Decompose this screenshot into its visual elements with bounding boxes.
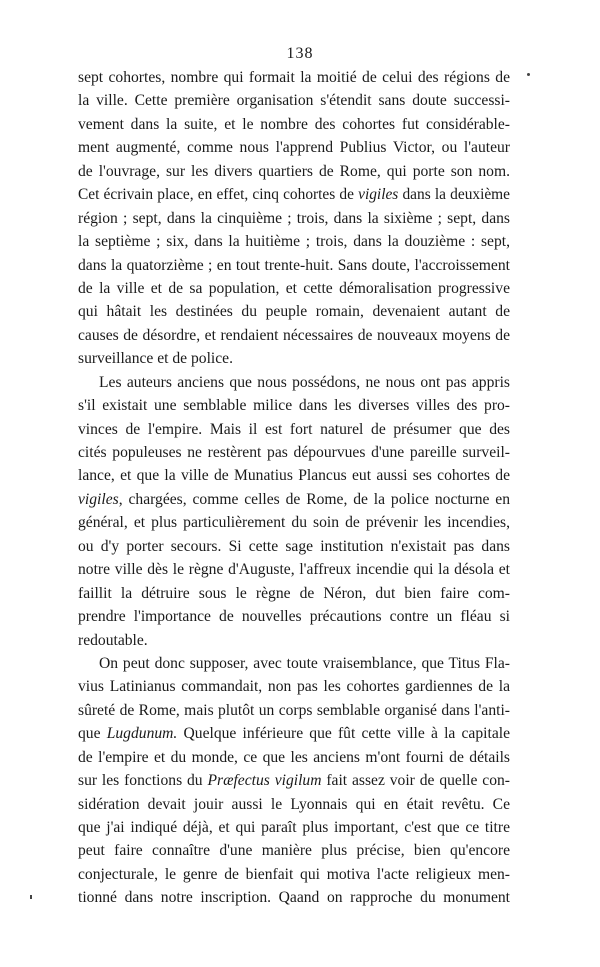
text-segment: fait assez voir de quelle con- bbox=[321, 772, 510, 790]
text-segment: cités populeuses ne restèrent pas dépourvues d'une pareille surveil- bbox=[78, 444, 510, 461]
text-segment: peut faire connaître d'une manière plus précise, bien qu'encore bbox=[78, 842, 510, 860]
text-segment: dans la deuxième bbox=[398, 186, 510, 204]
text-segment: dans la quatorzième ; en tout trente-huit. Sans doute, l'accroissement bbox=[78, 256, 510, 274]
text-segment: Cet écrivain place, en effet, cinq cohortes de bbox=[78, 186, 359, 204]
text-segment: , chargées, comme celles de Rome, de la police nocturne en bbox=[118, 490, 510, 508]
text-line bbox=[78, 347, 510, 370]
text-line bbox=[78, 324, 510, 347]
text-segment: vius Latinianus commandait, non pas les cohortes gardiennes de la bbox=[78, 678, 510, 696]
text-line bbox=[78, 722, 510, 745]
text-segment: conjecturale, le genre de bienfait qui motiva l'acte religieux men- bbox=[78, 865, 510, 883]
text-segment: causes de désordre, et rendaient nécessaires de nouveaux moyens de bbox=[78, 326, 510, 344]
text-segment: On peut donc supposer, avec toute vraisemblance, que Titus Fla- bbox=[99, 654, 510, 672]
italic-text: vigiles bbox=[358, 186, 399, 204]
text-segment: de l'ouvrage, sur les divers quartiers de Rome, qui porte son nom. bbox=[78, 162, 510, 180]
text-line bbox=[78, 629, 510, 652]
text-line bbox=[78, 300, 510, 323]
text-segment: sept cohortes, nombre qui formait la moitié de celui des régions de bbox=[78, 69, 510, 86]
text-segment: surveillance et de police. bbox=[78, 350, 234, 368]
text-segment: que bbox=[78, 725, 107, 743]
text-line bbox=[78, 418, 510, 441]
text-segment: notre ville dès le règne d'Auguste, l'affreux incendie qui la désola et bbox=[78, 561, 510, 579]
text-line bbox=[78, 582, 510, 605]
text-segment: tionné dans notre inscription. Qaand on rapproche du monument bbox=[78, 889, 510, 907]
text-line bbox=[78, 254, 510, 277]
text-segment: redoutable. bbox=[78, 631, 148, 649]
text-line bbox=[78, 394, 510, 417]
text-line bbox=[78, 511, 510, 534]
text-line bbox=[78, 863, 510, 886]
text-segment: sur les fonctions du bbox=[78, 772, 208, 790]
text-segment: s'il existait une semblable milice dans les diverses villes des pro- bbox=[78, 397, 510, 415]
text-line bbox=[78, 277, 510, 300]
text-segment: lance, et que la ville de Munatius Plancus eut aussi ses cohortes de bbox=[78, 467, 510, 485]
text-segment: général, et plus particulièrement du soin de prévenir les incendies, bbox=[78, 514, 510, 532]
text-line bbox=[78, 464, 510, 487]
text-line bbox=[78, 160, 510, 183]
text-segment: ment augmenté, comme nous l'apprend Publius Victor, ou l'auteur bbox=[78, 139, 510, 157]
body-text bbox=[78, 66, 510, 910]
text-line bbox=[78, 230, 510, 253]
ink-speck bbox=[30, 895, 32, 899]
text-line bbox=[78, 89, 510, 112]
text-segment: de l'empire et du monde, ce que les anciens m'ont fourni de détails bbox=[78, 748, 510, 766]
text-segment: la ville. Cette première organisation s'étendit sans doute successi- bbox=[78, 92, 510, 110]
text-segment: sidération devait jouir aussi le Lyonnais qui en était revêtu. Ce bbox=[78, 795, 510, 813]
text-segment: faillit la détruire sous le règne de Néron, dut bien faire com- bbox=[78, 584, 510, 602]
text-line bbox=[78, 136, 510, 159]
text-segment: Quelque inférieure que fût cette ville à la capitale bbox=[177, 725, 510, 743]
text-line bbox=[78, 839, 510, 862]
text-segment: qui hâtait les destinées du peuple romain, devenaient autant de bbox=[78, 303, 510, 321]
text-line bbox=[78, 66, 510, 89]
italic-text: Lugdunum. bbox=[106, 725, 178, 743]
text-line bbox=[78, 558, 510, 581]
text-line bbox=[78, 183, 510, 206]
text-segment: vinces de l'empire. Mais il est fort naturel de présumer que des bbox=[78, 420, 510, 438]
text-line bbox=[78, 886, 510, 909]
page-number: 138 bbox=[286, 45, 314, 62]
text-line bbox=[78, 441, 510, 464]
text-line bbox=[78, 769, 510, 792]
text-line bbox=[78, 793, 510, 816]
text-segment: que j'ai indiqué déjà, et qui paraît plus important, c'est que ce titre bbox=[78, 819, 510, 836]
text-line bbox=[78, 605, 510, 628]
text-line bbox=[78, 113, 510, 136]
text-segment: ou d'y porter secours. Si cette sage institution n'existait pas dans bbox=[78, 537, 510, 555]
italic-text: Præfectus vigilum bbox=[207, 772, 322, 790]
text-segment: prendre l'importance de nouvelles précautions contre un fléau si bbox=[78, 608, 510, 626]
italic-text: vigiles bbox=[78, 490, 119, 508]
text-line bbox=[78, 746, 510, 769]
text-line bbox=[78, 371, 510, 394]
text-line bbox=[78, 207, 510, 230]
text-line bbox=[78, 675, 510, 698]
text-segment: de la ville et de sa population, et cette démoralisation progressive bbox=[78, 279, 510, 297]
text-segment: la septième ; six, dans la huitième ; trois, dans la douzième : sept, bbox=[78, 233, 510, 251]
text-line bbox=[78, 535, 510, 558]
text-line bbox=[78, 652, 510, 675]
text-line bbox=[78, 488, 510, 511]
text-line bbox=[78, 699, 510, 722]
text-line bbox=[78, 816, 510, 839]
ink-speck bbox=[527, 73, 530, 76]
text-segment: Les auteurs anciens que nous possédons, ne nous ont pas appris bbox=[99, 373, 510, 391]
text-segment: sûreté de Rome, mais plutôt un corps semblable organisé dans l'anti- bbox=[78, 701, 510, 719]
text-segment: vement dans la suite, et le nombre des cohortes fut considérable- bbox=[78, 115, 510, 133]
text-segment: région ; sept, dans la cinquième ; trois, dans la sixième ; sept, dans bbox=[78, 209, 510, 227]
